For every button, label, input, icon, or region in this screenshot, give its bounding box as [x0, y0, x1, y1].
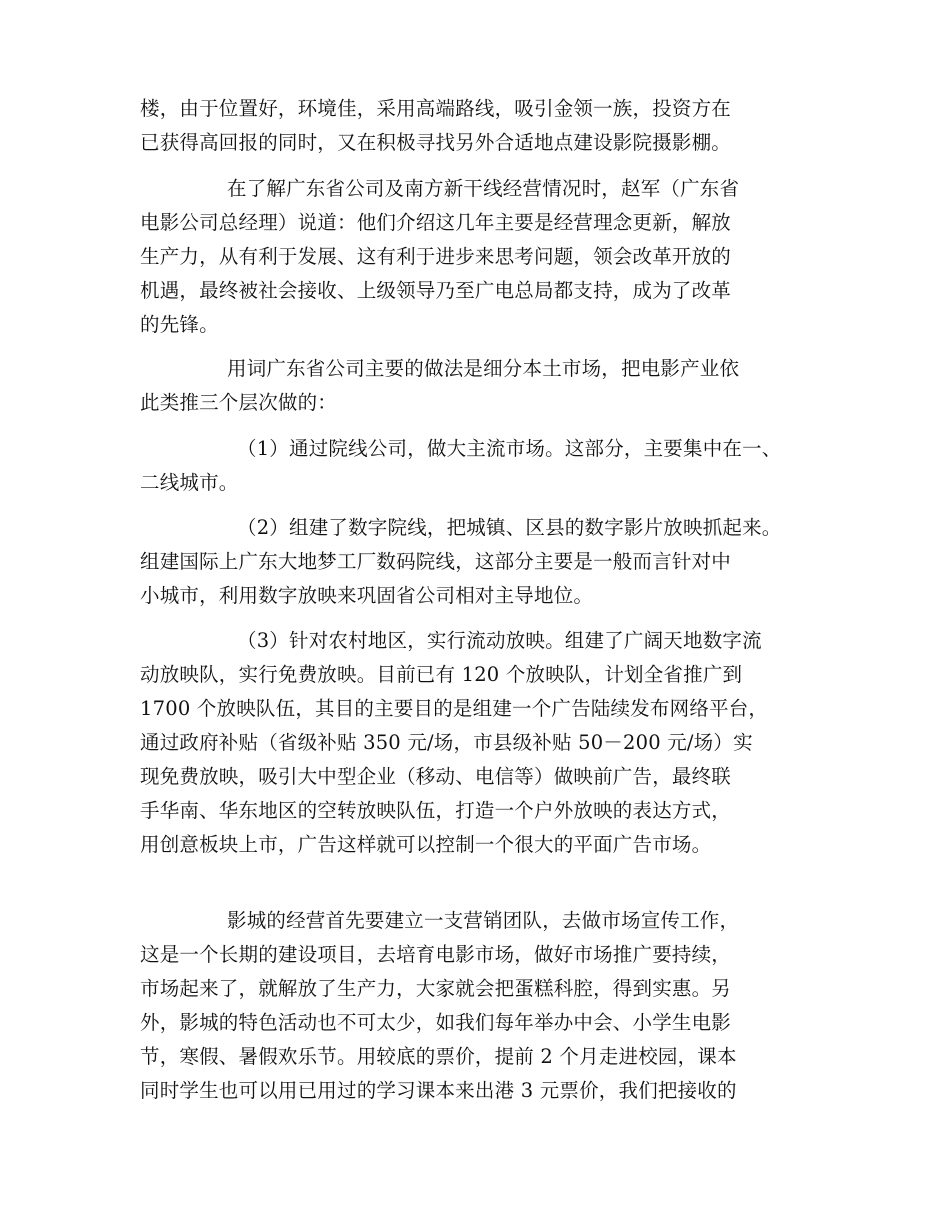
paragraph-6-line-4: 通过政府补贴（省级补贴 350 元/场，市县级补贴 50－200 元/场）实 [140, 731, 753, 754]
paragraph-2-line-4: 机遇，最终被社会接收、上级领导乃至广电总局都支持，成为了改革 [140, 279, 732, 302]
paragraph-7-line-2: 这是一个长期的建设项目，去培育电影市场，做好市场推广要持续， [140, 943, 732, 966]
paragraph-5-line-2: 组建国际上广东大地梦工厂数码院线，这部分主要是一般而言针对中 [140, 550, 732, 573]
paragraph-1-line-2: 已获得高回报的同时，又在积极寻找另外合适地点建设影院摄影棚。 [140, 131, 732, 154]
paragraph-4-line-1: （1）通过院线公司，做大主流市场。这部分，主要集中在一、 [237, 437, 782, 460]
paragraph-6-line-5: 现免费放映，吸引大中型企业（移动、电信等）做映前广告，最终联 [140, 765, 732, 788]
paragraph-7-line-4: 外，影城的特色活动也不可太少，如我们每年举办中会、小学生电影 [140, 1011, 732, 1034]
paragraph-6-line-6: 手华南、华东地区的空转放映队伍，打造一个户外放映的表达方式， [140, 799, 732, 822]
paragraph-5-line-1: （2）组建了数字院线，把城镇、区县的数字影片放映抓起来。 [237, 516, 782, 539]
paragraph-7-line-1: 影城的经营首先要建立一支营销团队，去做市场宣传工作， [227, 909, 740, 932]
paragraph-3-line-1: 用词广东省公司主要的做法是细分本土市场，把电影产业依 [227, 357, 740, 380]
paragraph-7-line-5: 节，寒假、暑假欢乐节。用较底的票价，提前 2 个月走进校园，课本 [140, 1045, 737, 1068]
paragraph-2-line-5: 的先锋。 [140, 313, 219, 336]
paragraph-6-line-2: 动放映队，实行免费放映。目前已有 120 个放映队，计划全省推广到 [140, 663, 743, 686]
paragraph-7-line-3: 市场起来了，就解放了生产力，大家就会把蛋糕科腔，得到实惠。另 [140, 977, 732, 1000]
paragraph-2-line-1: 在了解广东省公司及南方新干线经营情况时，赵军（广东省 [227, 177, 740, 200]
paragraph-7-line-6: 同时学生也可以用已用过的学习课本来出港 3 元票价，我们把接收的 [140, 1079, 737, 1102]
paragraph-2-line-3: 生产力，从有利于发展、这有利于进步来思考问题，领会改革开放的 [140, 245, 732, 268]
paragraph-6-line-1: （3）针对农村地区，实行流动放映。组建了广阔天地数字流 [237, 629, 762, 652]
paragraph-2-line-2: 电影公司总经理）说道：他们介绍这几年主要是经营理念更新，解放 [140, 211, 732, 234]
paragraph-1-line-1: 楼，由于位置好，环境佳，采用高端路线，吸引金领一族，投资方在 [140, 97, 732, 120]
paragraph-4-line-2: 二线城市。 [140, 471, 239, 494]
paragraph-6-line-7: 用创意板块上市，广告这样就可以控制一个很大的平面广告市场。 [140, 833, 712, 856]
paragraph-5-line-3: 小城市，利用数字放映来巩固省公司相对主导地位。 [140, 584, 594, 607]
paragraph-3-line-2: 此类推三个层次做的： [140, 391, 338, 414]
paragraph-6-line-3: 1700 个放映队伍，其目的主要目的是组建一个广告陆续发布网络平台， [140, 697, 769, 720]
